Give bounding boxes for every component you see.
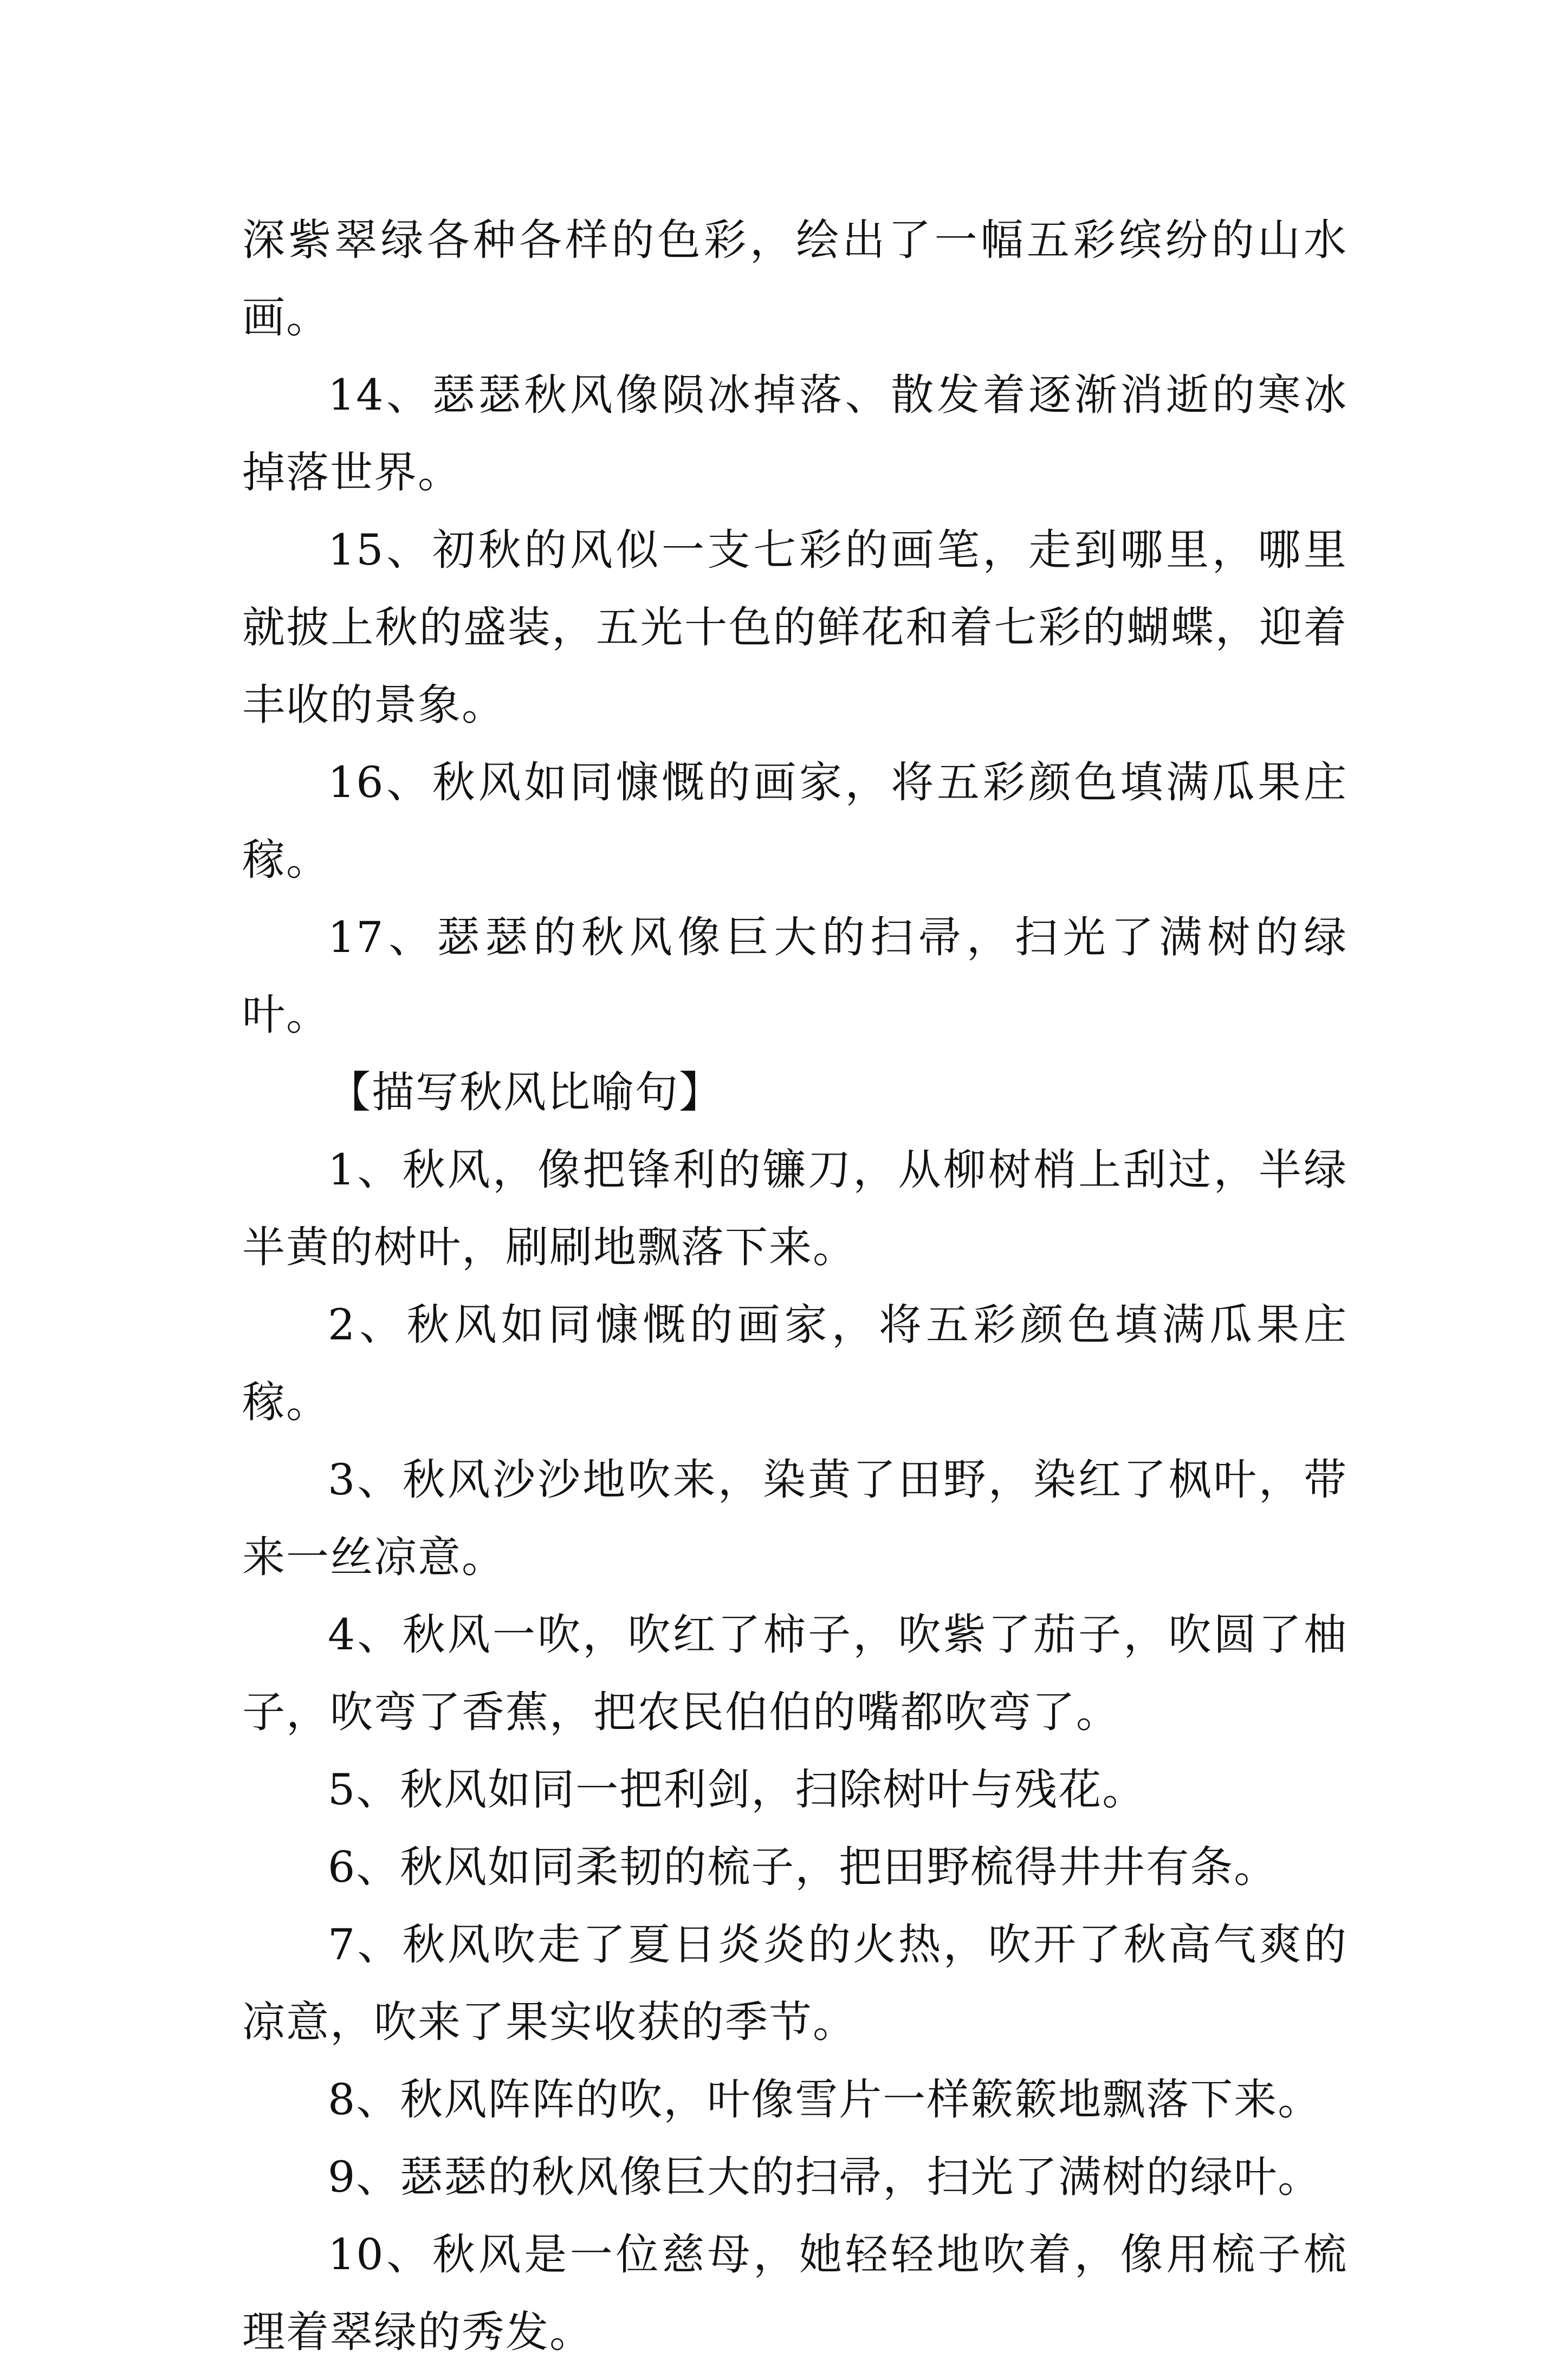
paragraph-item-9: 9、瑟瑟的秋风像巨大的扫帚，扫光了满树的绿叶。 [328,2152,1322,2202]
paragraph-item-10: 10、秋风是一位慈母，她轻轻地吹着，像用梳子梳理着翠绿的秀发。 [242,2230,1347,2357]
paragraph-item-14: 14、瑟瑟秋风像陨冰掉落、散发着逐渐消逝的寒冰掉落世界。 [242,370,1347,497]
paragraph-item-17: 17、瑟瑟的秋风像巨大的扫帚，扫光了满树的绿叶。 [242,912,1347,1040]
paragraph-item-15: 15、初秋的风似一支七彩的画笔，走到哪里，哪里就披上秋的盛装，五光十色的鲜花和着七彩的蝴蝶，迎着丰收的景象。 [242,525,1347,730]
paragraph-item-16: 16、秋风如同慷慨的画家，将五彩颜色填满瓜果庄稼。 [242,757,1347,885]
paragraph-item-4: 4、秋风一吹，吹红了柿子，吹紫了茄子，吹圆了柚子，吹弯了香蕉，把农民伯伯的嘴都吹弯了。 [242,1610,1347,1737]
paragraph-item-5: 5、秋风如同一把利剑，扫除树叶与残花。 [328,1765,1146,1815]
paragraph-item-2: 2、秋风如同慷慨的画家，将五彩颜色填满瓜果庄稼。 [242,1300,1347,1427]
paragraph-item-3: 3、秋风沙沙地吹来，染黄了田野，染红了枫叶，带来一丝凉意。 [242,1455,1347,1582]
paragraph-item-8: 8、秋风阵阵的吹，叶像雪片一样簌簌地飘落下来。 [328,2075,1322,2124]
section-heading: 【描写秋风比喻句】 [328,1067,723,1117]
paragraph-item-6: 6、秋风如同柔韧的梳子，把田野梳得井井有条。 [328,1842,1278,1892]
document-body [242,202,1347,2371]
paragraph-continued: 深紫翠绿各种各样的色彩，绘出了一幅五彩缤纷的山水画。 [242,215,1347,342]
paragraph-item-7: 7、秋风吹走了夏日炎炎的火热，吹开了秋高气爽的凉意，吹来了果实收获的季节。 [242,1920,1347,2047]
paragraph-item-1: 1、秋风，像把锋利的镰刀，从柳树梢上刮过，半绿半黄的树叶，刷刷地飘落下来。 [242,1145,1347,1272]
